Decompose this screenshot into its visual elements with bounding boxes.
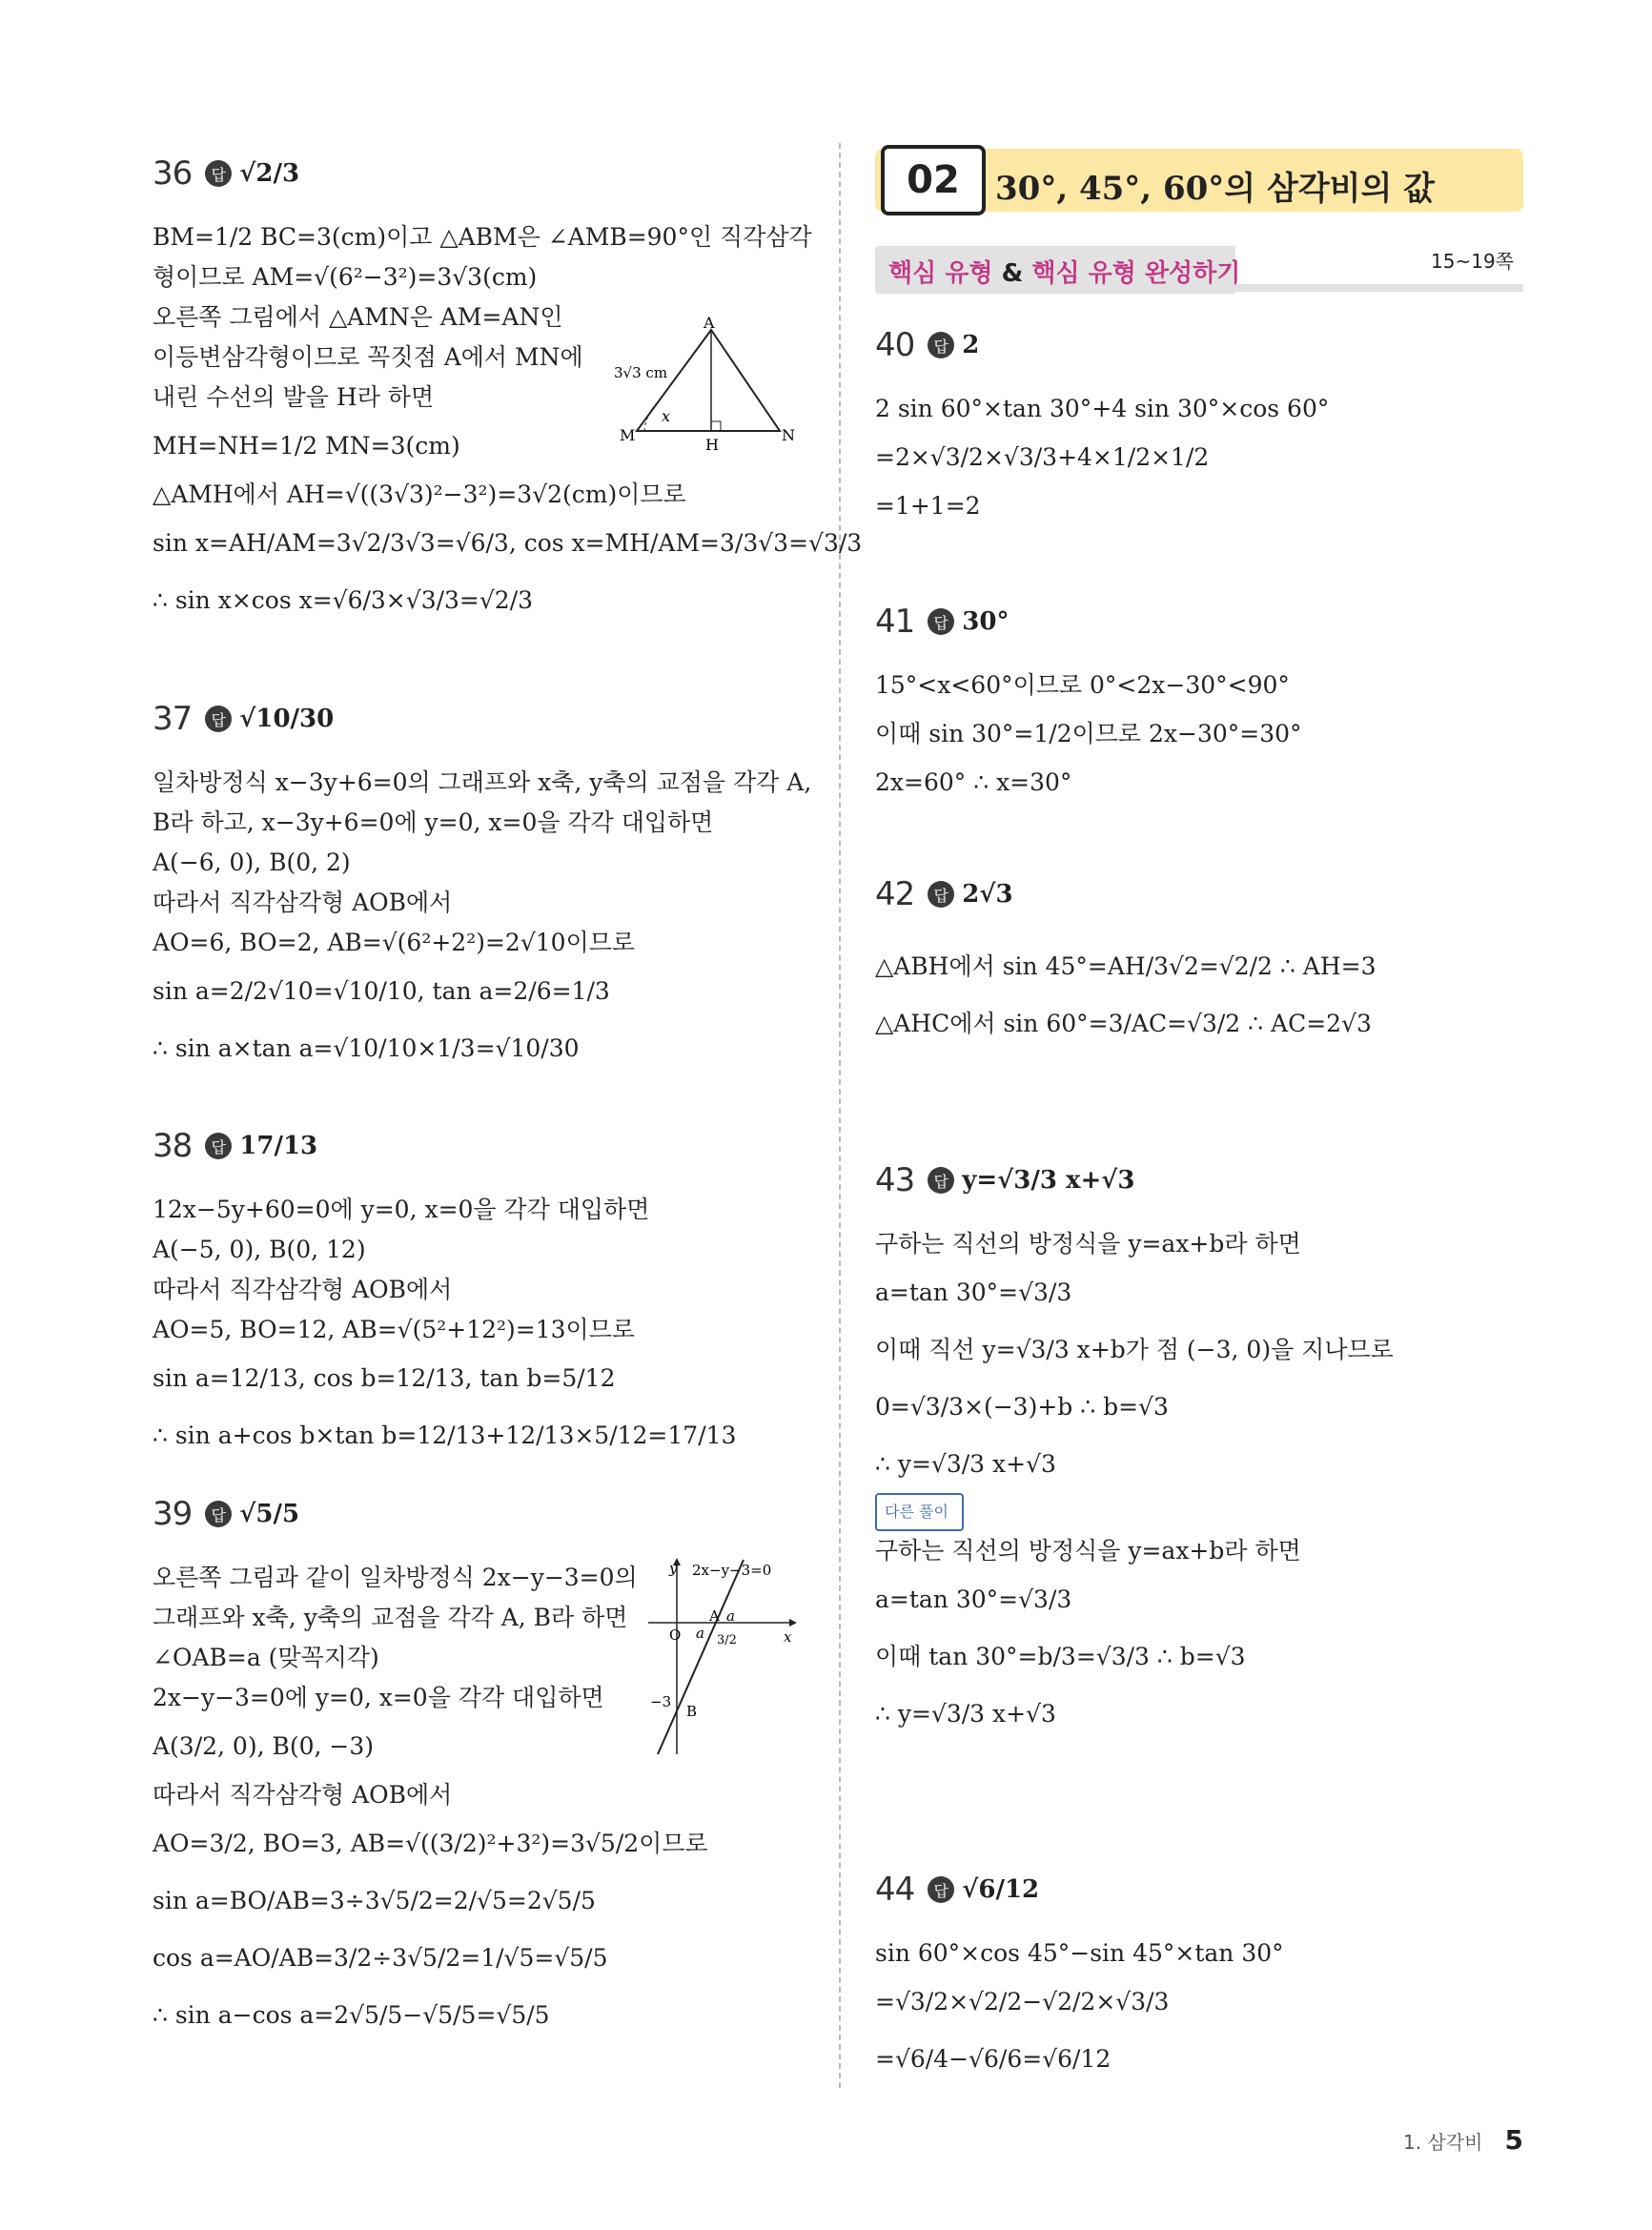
answer-badge: 답	[205, 706, 232, 732]
solution-line: 2 sin 60°×tan 30°+4 sin 30°×cos 60°	[875, 395, 1330, 422]
solution-line: 오른쪽 그림과 같이 일차방정식 2x−y−3=0의	[153, 1564, 638, 1591]
point-B-label: B	[686, 1703, 698, 1720]
solution-line: ∴ sin a+cos b×tan b=12/13+12/13×5/12=17/13	[153, 1422, 737, 1449]
alt-solution-line: 구하는 직선의 방정식을 y=ax+b라 하면	[875, 1537, 1301, 1565]
sub-banner-part2: 핵심 유형 완성하기	[1031, 259, 1241, 288]
equation-label: 2x−y−3=0	[692, 1562, 772, 1579]
solution-line: 일차방정식 x−3y+6=0의 그래프와 x축, y축의 교점을 각각 A,	[153, 768, 812, 796]
solution-line: AO=6, BO=2, AB=√(6²+2²)=2√10이므로	[153, 929, 636, 956]
solution-line: B라 하고, x−3y+6=0에 y=0, x=0을 각각 대입하면	[153, 808, 714, 836]
page-number: 5	[1504, 2124, 1523, 2156]
solution-line: A(3/2, 0), B(0, −3)	[153, 1732, 375, 1760]
solution-line: =√6/4−√6/6=√6/12	[875, 2045, 1112, 2073]
solution-line: =2×√3/2×√3/3+4×1/2×1/2	[875, 443, 1210, 471]
solution-line: 따라서 직각삼각형 AOB에서	[153, 1781, 453, 1809]
solution-line: 2x−y−3=0에 y=0, x=0을 각각 대입하면	[153, 1684, 604, 1711]
problem-43	[875, 1150, 1523, 1743]
solution-line: 내린 수선의 발을 H라 하면	[153, 383, 435, 411]
problem-number: 44	[875, 1871, 915, 1909]
foot-H-label: H	[705, 436, 719, 454]
problem-40	[875, 315, 1523, 526]
solution-line: 15°<x<60°이므로 0°<2x−30°<90°	[875, 671, 1290, 699]
solution-line: sin 60°×cos 45°−sin 45°×tan 30°	[875, 1939, 1284, 1967]
solution-line: sin a=BO/AB=3÷3√5/2=2/√5=2√5/5	[153, 1887, 596, 1914]
problem-37	[153, 688, 810, 1077]
problem-38	[153, 1115, 810, 1464]
answer-badge: 답	[205, 1501, 232, 1527]
answer-value: 2√3	[962, 880, 1013, 909]
problem-41	[875, 591, 1523, 803]
alt-solution-row	[875, 1493, 1523, 1531]
solution-line: sin x=AH/AM=3√2/3√3=√6/3, cos x=MH/AM=3/3√3=√3/3	[153, 529, 863, 557]
sub-banner	[875, 246, 1523, 294]
side-length-label: 3√3 cm	[614, 364, 668, 381]
section-number: 02	[881, 145, 986, 215]
x-axis-label: x	[784, 1628, 792, 1646]
problem-number: 36	[153, 154, 193, 193]
answer-badge: 답	[205, 160, 232, 187]
answer-badge: 답	[928, 1167, 954, 1194]
solution-line: A(−6, 0), B(0, 2)	[153, 849, 351, 876]
alt-solution-line: 이때 tan 30°=b/3=√3/3 ∴ b=√3	[875, 1643, 1246, 1670]
solution-line: 이때 sin 30°=1/2이므로 2x−30°=30°	[875, 720, 1302, 747]
alt-solution-line: a=tan 30°=√3/3	[875, 1586, 1072, 1613]
answer-value: √10/30	[239, 705, 335, 733]
solution-line: △ABH에서 sin 45°=AH/3√2=√2/2 ∴ AH=3	[875, 952, 1377, 980]
sub-banner-title	[888, 254, 1240, 289]
solution-line: 이등변삼각형이므로 꼭짓점 A에서 MN에	[153, 343, 583, 371]
page-range: 15~19쪽	[1431, 250, 1514, 273]
solution-line: sin a=2/2√10=√10/10, tan a=2/6=1/3	[153, 977, 610, 1005]
answer-badge: 답	[928, 881, 954, 908]
answer-value: √6/12	[962, 1875, 1040, 1904]
solution-line: ∴ y=√3/3 x+√3	[875, 1450, 1056, 1478]
answer-badge: 답	[205, 1133, 232, 1159]
column-divider	[839, 143, 841, 2088]
angle-a-label-2: a	[696, 1625, 704, 1642]
solution-line: AO=3/2, BO=3, AB=√((3/2)²+3²)=3√5/2이므로	[153, 1830, 708, 1857]
sub-banner-rule	[1235, 284, 1523, 292]
point-A-value: 3/2	[717, 1633, 737, 1647]
problem-number: 40	[875, 326, 915, 364]
solution-line: =1+1=2	[875, 492, 981, 520]
problem-number: 42	[875, 875, 915, 913]
solution-line: sin a=12/13, cos b=12/13, tan b=5/12	[153, 1364, 616, 1392]
section-title: 30°, 45°, 60°의 삼각비의 값	[995, 170, 1436, 208]
solution-line: 형이므로 AM=√(6²−3²)=3√3(cm)	[153, 263, 538, 291]
solution-line: 구하는 직선의 방정식을 y=ax+b라 하면	[875, 1230, 1301, 1258]
solution-line: MH=NH=1/2 MN=3(cm)	[153, 432, 460, 460]
solution-line: 따라서 직각삼각형 AOB에서	[153, 889, 453, 916]
answer-value: √5/5	[239, 1500, 300, 1528]
solution-line: 0=√3/3×(−3)+b ∴ b=√3	[875, 1393, 1169, 1421]
page-footer	[1403, 2124, 1523, 2156]
point-A-label: A	[709, 1607, 720, 1625]
alt-solution-badge: 다른 풀이	[875, 1493, 964, 1531]
triangle-figure	[608, 315, 799, 458]
solution-line: △AMH에서 AH=√((3√3)²−3²)=3√2(cm)이므로	[153, 481, 686, 508]
problem-number: 39	[153, 1495, 193, 1533]
answer-value: 2	[962, 331, 980, 359]
section-banner	[875, 149, 1523, 212]
angle-a-label: a	[726, 1607, 735, 1625]
neg-three-label: −3	[650, 1693, 672, 1710]
angle-x-label: x	[662, 407, 671, 425]
answer-value: √2/3	[239, 159, 300, 188]
vertex-A-label: A	[704, 315, 715, 332]
solution-line: AO=5, BO=12, AB=√(5²+12²)=13이므로	[153, 1316, 636, 1343]
y-axis-label: y	[669, 1560, 678, 1577]
problem-number: 38	[153, 1127, 193, 1165]
line-graph-figure	[629, 1554, 801, 1764]
solution-line: ∠OAB=a (맞꼭지각)	[153, 1644, 379, 1671]
vertex-M-label: M	[620, 426, 636, 444]
answer-value: y=√3/3 x+√3	[962, 1166, 1135, 1195]
solution-line: 12x−5y+60=0에 y=0, x=0을 각각 대입하면	[153, 1196, 650, 1223]
answer-badge: 답	[928, 608, 954, 635]
solution-line: 그래프와 x축, y축의 교점을 각각 A, B라 하면	[153, 1604, 628, 1631]
solution-line: 오른쪽 그림에서 △AMN은 AM=AN인	[153, 303, 563, 331]
solution-line: cos a=AO/AB=3/2÷3√5/2=1/√5=√5/5	[153, 1944, 608, 1972]
solution-line: ∴ sin a×tan a=√10/10×1/3=√10/30	[153, 1034, 580, 1062]
solution-line: ∴ sin a−cos a=2√5/5−√5/5=√5/5	[153, 2001, 550, 2029]
answer-badge: 답	[928, 332, 954, 358]
solution-line: △AHC에서 sin 60°=3/AC=√3/2 ∴ AC=2√3	[875, 1010, 1372, 1037]
answer-value: 30°	[962, 607, 1010, 636]
vertex-N-label: N	[782, 426, 795, 444]
problem-number: 43	[875, 1161, 915, 1199]
solution-line: ∴ sin x×cos x=√6/3×√3/3=√2/3	[153, 586, 534, 614]
alt-solution-line: ∴ y=√3/3 x+√3	[875, 1700, 1056, 1728]
problem-number: 41	[875, 603, 915, 641]
chapter-label: 1. 삼각비	[1403, 2131, 1483, 2154]
solution-line: a=tan 30°=√3/3	[875, 1279, 1072, 1306]
solution-line: BM=1/2 BC=3(cm)이고 △ABM은 ∠AMB=90°인 직각삼각	[153, 223, 812, 251]
solution-line: 이때 직선 y=√3/3 x+b가 점 (−3, 0)을 지나므로	[875, 1336, 1394, 1363]
sub-banner-part1: 핵심 유형	[888, 259, 993, 288]
problem-number: 37	[153, 700, 193, 738]
solution-line: =√3/2×√2/2−√2/2×√3/3	[875, 1988, 1170, 2015]
origin-O-label: O	[669, 1626, 682, 1644]
solution-line: 따라서 직각삼각형 AOB에서	[153, 1276, 453, 1303]
answer-badge: 답	[928, 1876, 954, 1903]
problem-42	[875, 864, 1523, 1053]
solution-line: A(−5, 0), B(0, 12)	[153, 1236, 366, 1263]
answer-value: 17/13	[239, 1132, 318, 1160]
problem-44	[875, 1859, 1523, 2088]
solution-line: 2x=60° ∴ x=30°	[875, 768, 1072, 796]
sub-banner-amp: &	[1001, 259, 1024, 288]
